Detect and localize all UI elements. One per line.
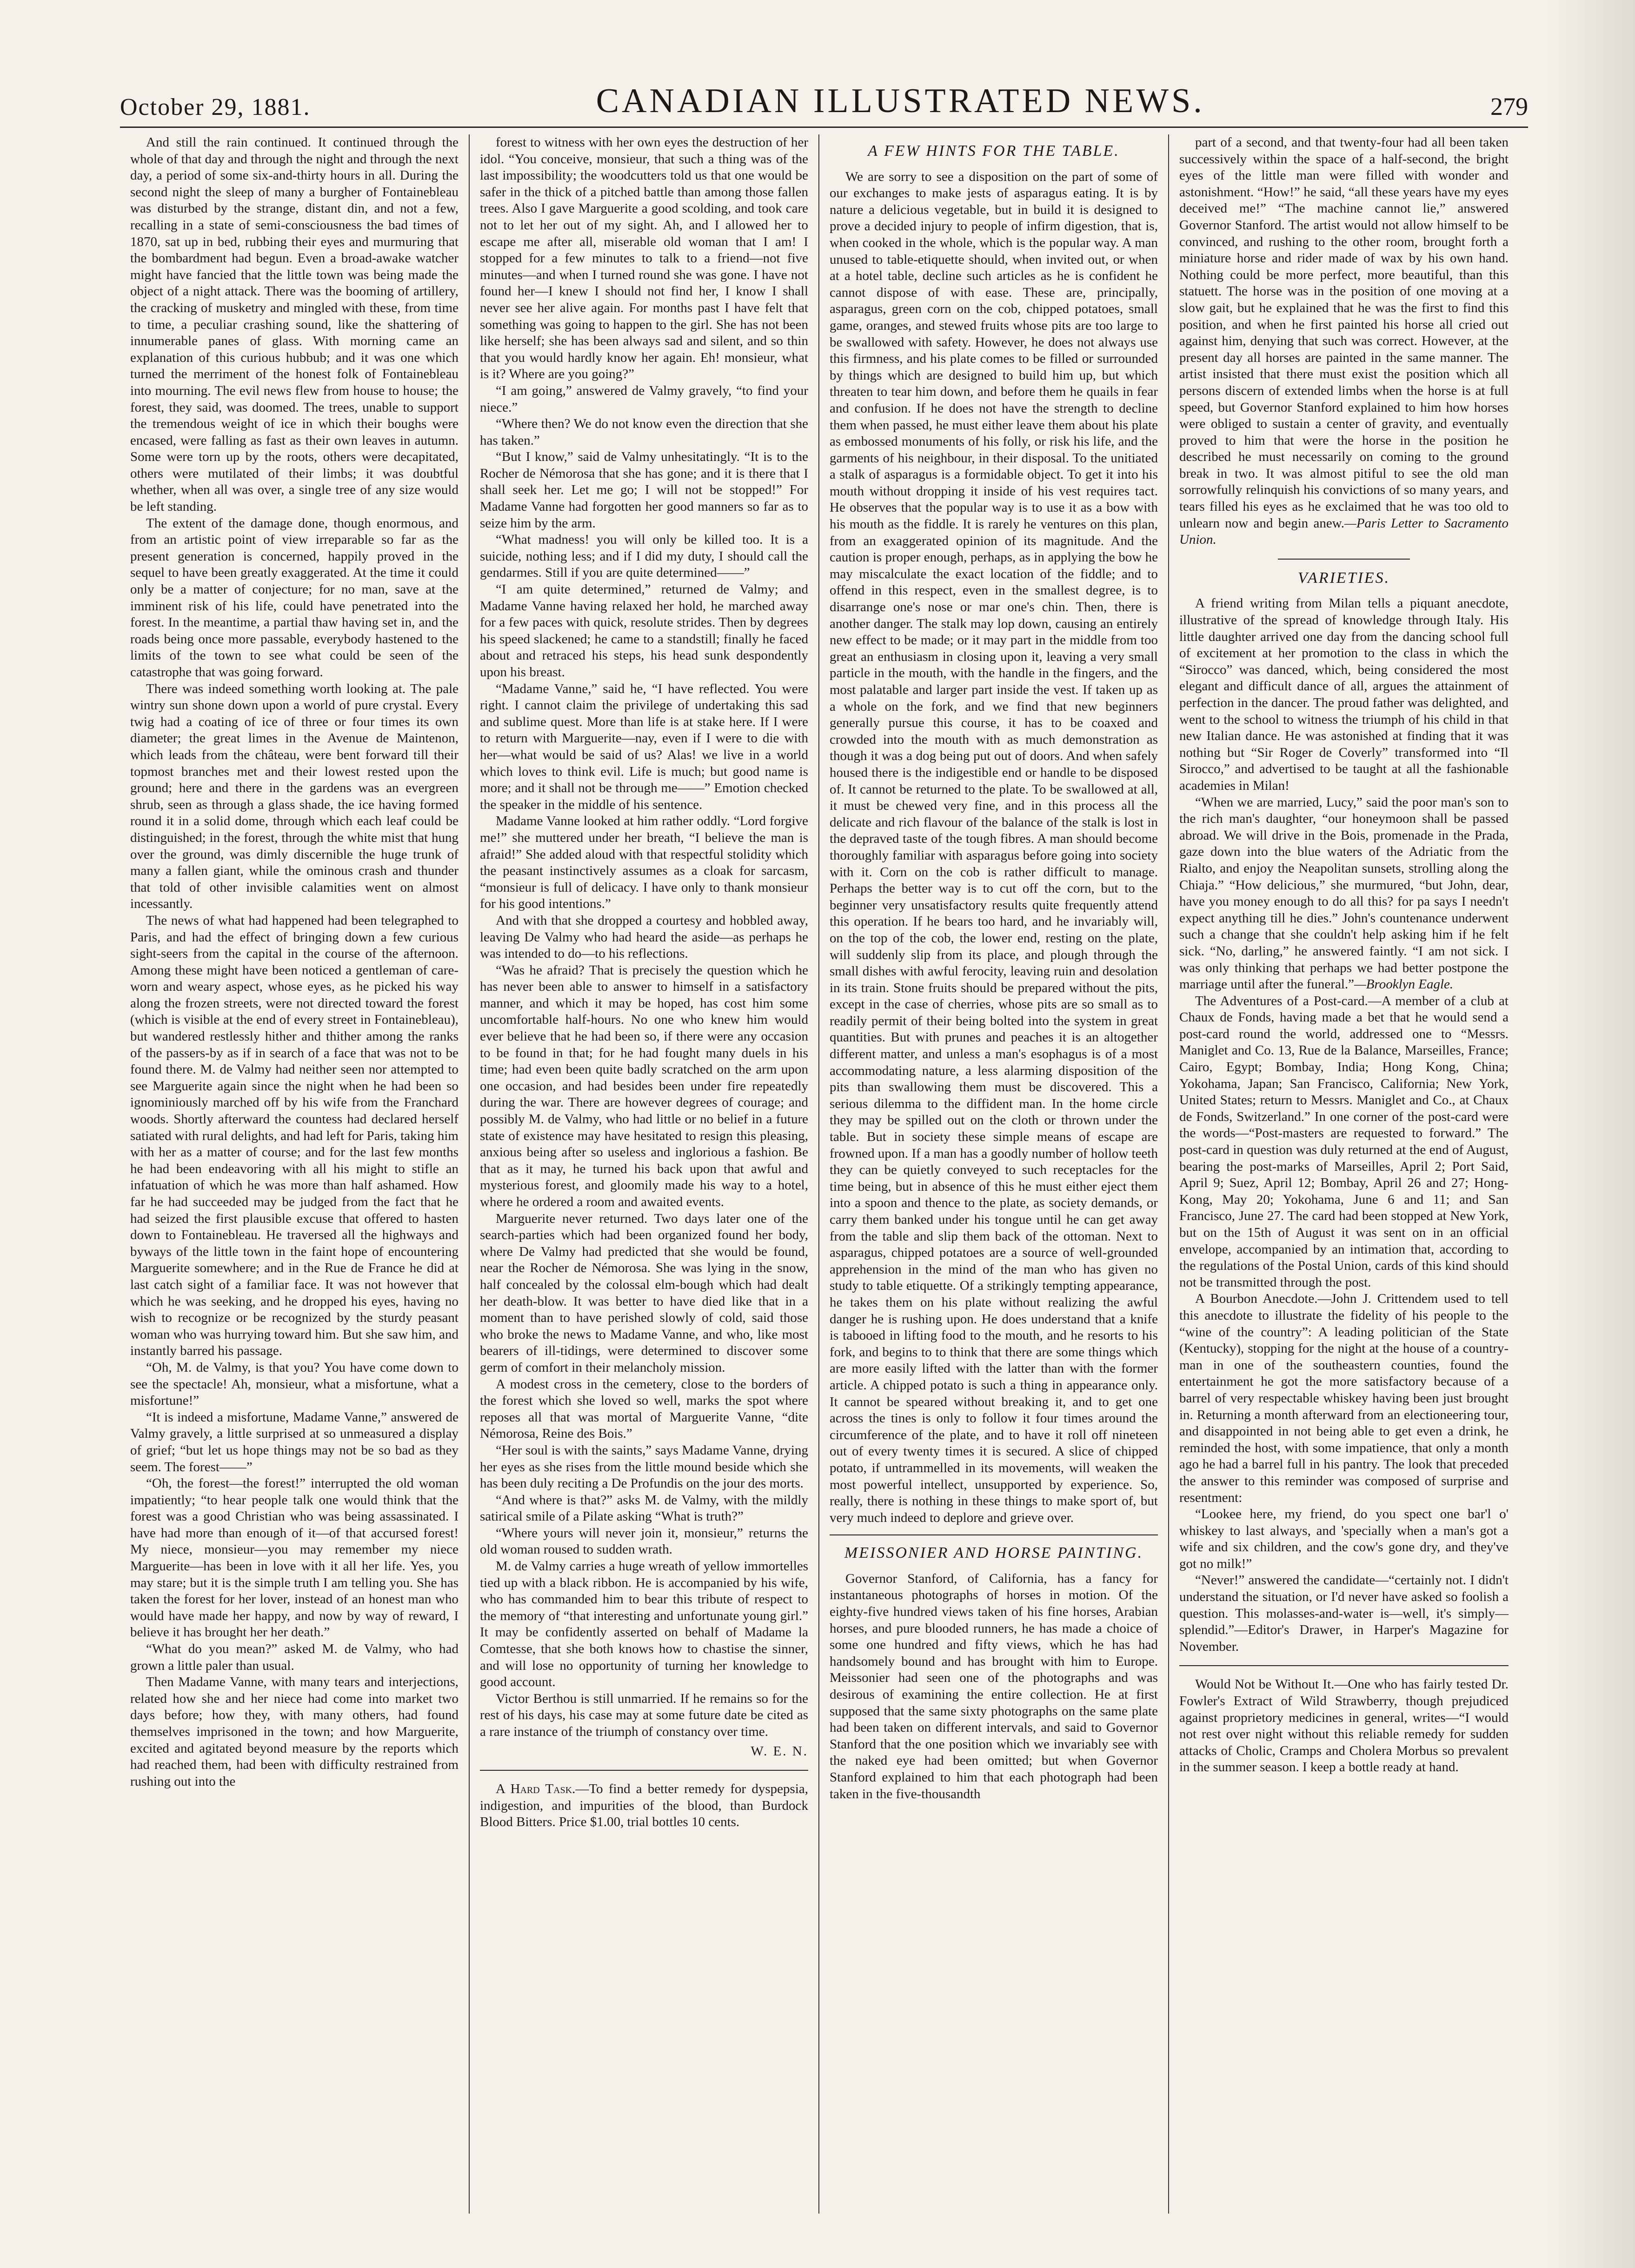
column-3: [819, 134, 1169, 2214]
paragraph: “But I know,” said de Valmy unhesitatingly. “It is to the Rocher de Némorosa that she has gone; and it is there that I shall seek her. Let me go; I will not be stopped!” For Madame Vanne had forgotten her good manners so far as to seize him by the arm.: [480, 449, 808, 531]
paragraph: There was indeed something worth looking at. The pale wintry sun shone down upon a world of pure crystal. Every twig had a coating of ice of three or four times its own diameter; the great limes in the Avenue de Maintenon, which leads from the château, were bent forward till their topmost branches met and their lowest rested upon the ground; here and there in the gardens was an evergreen shrub, seen as through a glass shade, the ice having formed round it in a solid dome, through which each leaf could be distinguished; in the forest, through the white mist that hung over the ground, was dimly discernible the huge trunk of many a fallen giant, while the ominous crash and thunder that told of other invisible calamities went on almost incessantly.: [130, 681, 459, 912]
paragraph: Then Madame Vanne, with many tears and interjections, related how she and her niece had come into market two days before; how they, with many others, had found themselves imprisoned in the town; and how Marguerite, excited and agitated beyond measure by the reports which had reached them, had been with difficulty restrained from rushing out into the: [130, 1674, 459, 1789]
source-credit: —Brooklyn Eagle.: [1354, 977, 1454, 992]
paragraph: [1179, 134, 1509, 548]
paragraph: forest to witness with her own eyes the destruction of her idol. “You conceive, monsieur, that such a thing was of the last impossibility; the woodcutters told us that one would be safer in the thick of a pitched battle than among those fallen trees. Also I gave Marguerite a good scolding, and took care not to let her out of my sight. Ah, and I allowed her to escape me after all, miserable old woman that I am! I stopped for a few minutes to talk to a friend—not five minutes—and when I turned round she was gone. I have not found her—I knew I should not find her, I know I shall never see her alive again. For months past I have felt that something was going to happen to the girl. She has not been like herself; she has been always sad and silent, and so thin that you would hardly know her again. Eh! monsieur, what is it? Where are you going?”: [480, 135, 808, 382]
divider: [1278, 559, 1409, 560]
paragraph: The news of what had happened had been telegraphed to Paris, and had the effect of bringing down a few curious sight-seers from the capital in the course of the afternoon. Among these might have been noticed a gentleman of care-worn and weary aspect, whose eyes, as he picked his way along the frozen streets, were not directed toward the forest (which is visible at the end of every street in Fontainebleau), but wandered restlessly hither and thither among the ranks of the passers-by as if in search of a face that was not to be found there. M. de Valmy had neither seen nor attempted to see Marguerite again since the night when he had been so ignominiously marched off by his wife from the Franchard woods. Shortly afterward the countess had declared herself satiated with rural delights, and had left for Paris, taking him with her as a matter of course; and for the last few months he had been endeavoring with all his might to stifle an infatuation of which he was more than half ashamed. How far he had succeeded may be judged from the fact that he had seized the first plausible excuse that offered to hasten down to Fontainebleau. He traversed all the highways and byways of the little town in the faint hope of encountering Marguerite somewhere; and in the Rue de France he did at last catch sight of a familiar face. It was not however that which he was seeking, and he dropped his eyes, having no wish to recognize or be recognized by the sturdy peasant woman who was hurrying toward him. But she saw him, and instantly barred his passage.: [130, 913, 459, 1359]
paragraph: A Bourbon Anecdote.—John J. Crittendem used to tell this anecdote to illustrate the fidelity of his people to the “wine of the country”: A leading politician of the State (Kentucky), stopping for the night at the house of a country-man in one of the southeastern counties, found the entertainment he got the more satisfactory because of a barrel of very respectable whiskey having been just brought in. Returning a month afterward from an electioneering tour, and disappointed in not being able to get even a drink, he reminded the host, with some impatience, that only a month ago he had a barrel full in his pantry. The look that preceded the answer to this reminder was composed of surprise and resentment:: [1179, 1291, 1509, 1505]
paragraph: “Madame Vanne,” said he, “I have reflected. You were right. I cannot claim the privilege of undertaking this sad and sublime quest. More than life is at stake here. If I were to return with Marguerite—nay, even if I were to die with her—what would be said of us? Alas! we live in a world which loves to think evil. Life is much; but good name is more; and it shall not be through me——” Emotion checked the speaker in the middle of his sentence.: [480, 681, 808, 812]
section-title-varieties: VARIETIES.: [1297, 569, 1390, 587]
paragraph: A friend writing from Milan tells a piquant anecdote, illustrative of the spread of knowledge through Italy. His little daughter arrived one day from the dancing school full of excitement at her promotion to the class in which the “Sirocco” was danced, which, being considered the most elegant and difficult dance of all, argues the attainment of perfection in the dancer. The proud father was delighted, and went to the school to witness the triumph of his child in that new Italian dance. He was astonished at finding that it was nothing but “Sir Roger de Coverly” transformed into “Il Sirocco,” and advertised to be taught at all the fashionable academies in Milan!: [1179, 596, 1509, 793]
paragraph: We are sorry to see a disposition on the part of some of our exchanges to make jests of asparagus eating. It is by nature a delicious vegetable, but in build it is designed to prove a decided injury to people of infirm digestion, that is, when cooked in the whole, which is the popular way. A man unused to table-etiquette should, when invited out, or when at a hotel table, decline such articles as he is confident he cannot dispose of with ease. These are, principally, asparagus, green corn on the cob, chipped potatoes, small game, oranges, and stewed fruits whose pits are too large to be swallowed with safety. However, he does not always use this firmness, and his plate comes to be filled or surrounded by things which are designed to build him up, but which threaten to tear him down, and before them he quails in fear and confusion. If he does not have the strength to decline them when passed, he must either leave them about his plate as embossed monuments of his folly, or risk his life, and the garments of his neighbour, in their disposal. To the unitiated a stalk of asparagus is a formidable object. To get it into his mouth without dropping it inside of his vest requires tact. He observes that the popular way is to use it as a bow with his mouth as the fiddle. It is rarely he ventures on this plan, from an exaggerated opinion of its magnitude. And the caution is proper enough, perhaps, as in applying the bow he may miscalculate the exact location of the fiddle; and to offend in this respect, even in the smallest degree, is to disarrange one's nose or mar one's chin. Then, there is another danger. The stalk may lop down, causing an entirely new effect to be made; or it may part in the middle from too great an enthusiasm in closing upon it, leaving a very small particle in the mouth, with the handle in the fingers, and the most palatable and larger part inside the vest. If taken up as a whole on the fork, and we find that new beginners generally pursue this course, it has to be coaxed and crowded into the mouth with as much demonstration as though it was a dog being put out of doors. And when safely housed there is the indigestible end or handle to be disposed of. It cannot be returned to the plate. To be swallowed at all, it must be chewed very fine, and in this process all the delicate and rich flavour of the balance of the stalk is lost in the depraved taste of the tough fibres. A man should become thoroughly familiar with asparagus before going into society with it. Corn on the cob is rather difficult to manage. Perhaps the better way is to cut off the corn, but to the beginner very unsatisfactory results quite frequently attend this operation. If he bears too hard, and he invariably will, on the top of the cob, the lower end, resting on the plate, will suddenly slip from its place, and plough through the small dishes with awful ferocity, leaving ruin and desolation in its train. Stone fruits should be prepared without the pits, except in the case of cherries, whose pits are so small as to readily permit of their being bolted into the system in great quantities. But with prunes and peaches it is an altogether different matter, and unless a man's esophagus is of a most accommodating nature, a less alarming disposition of the pits than swallowing them must be discovered. This a serious dilemma to the diffident man. In the home circle they may be spilled out on the cloth or thrown under the table. But in society these simple means of escape are frowned upon. If a man has a goodly number of hollow teeth they can be quietly conveyed to such receptacles for the time being, but in absence of this he must either eject them into a spoon and thence to the plate, as society demands, or carry them banked under his tongue until he can get away from the table and slip them back of the ottoman. Next to asparagus, chipped potatoes are a source of well-grounded apprehension in the mind of the man who has given no study to table etiquette. Of a strikingly tempting appearance, he takes them on his plate without realizing the awful danger he is rushing upon. He does understand that a knife is tabooed in lifting food to the mouth, and he resorts to his fork, and begins to to think that there are some things which are more easily lifted with the latter than with the former article. A chipped potato is such a thing in appearance only. It cannot be speared without breaking it, and to get one across the tines is only to follow it four times around the circumference of the plate, and to have it roll off nineteen out of every twenty times it is secured. A slice of chipped potato, if untrammelled in its movements, will weaken the most powerful intellect, unsupported by experience. So, really, there is nothing in these things to make sport of, but very much indeed to deplore and grieve over.: [830, 169, 1158, 1525]
header-date: October 29, 1881.: [120, 94, 311, 120]
page-header: [120, 70, 1528, 128]
page-number: 279: [1490, 93, 1528, 120]
masthead-title: CANADIAN ILLUSTRATED NEWS.: [596, 82, 1205, 120]
divider: [1179, 1665, 1509, 1666]
paragraph: The extent of the damage done, though enormous, and from an artistic point of view irreparable so far as the present generation is concerned, happily proved in the sequel to have been greatly exaggerated. At the time it could only be a matter of conjecture; for no man, save at the imminent risk of his life, could have penetrated into the forest. In the meantime, a partial thaw having set in, and the roads being once more passable, everybody hastened to the limits of the town to see what could be seen of the catastrophe that was going forward.: [130, 515, 459, 680]
author-signature: W. E. N.: [751, 1743, 808, 1759]
notice-lead: A Hard Task.: [496, 1781, 576, 1797]
paragraph: “It is indeed a misfortune, Madame Vanne,” answered de Valmy gravely, a little surprised at so unmeasured a display of grief; “but let us hope things may not be so bad as they seem. The forest——”: [130, 1409, 459, 1474]
paragraph: Governor Stanford, of California, has a fancy for instantaneous photographs of horses in motion. Of the eighty-five hundred views taken of his fine horses, Arabian horses, and pure blooded runners, he has made a choice of some one hundred and fifty views, which he has had handsomely bound and has brought with him to Europe. Meissonier had seen one of the photographs and was desirous of examining the entire collection. He at first supposed that the same sixty photographs on the same plate had been taken on different intervals, and said to Governor Stanford that the one position which we invariably see with the naked eye had been omitted; but when Governor Stanford explained to him that each photograph had been taken in the five-thousandth: [830, 1571, 1158, 1801]
paragraph: “Never!” answered the candidate—“certainly not. I didn't understand the situation, or I'd never have asked so foolish a question. This molasses-and-water is—well, it's simply—splendid.”—Editor's Drawer, in Harper's Magazine for November.: [1179, 1573, 1509, 1654]
article-columns: [120, 134, 1528, 2214]
paragraph: “What do you mean?” asked M. de Valmy, who had grown a little paler than usual.: [130, 1641, 459, 1673]
column-2: [470, 134, 819, 2214]
column-4: [1169, 134, 1519, 2214]
page-edge-shading: [1547, 0, 1635, 2268]
paragraph: “Where yours will never join it, monsieur,” returns the old woman roused to sudden wrath.: [480, 1525, 808, 1557]
paragraph: Victor Berthou is still unmarried. If he remains so for the rest of his days, his case may at some future date be cited as a rare instance of the triumph of constancy over time.: [480, 1691, 808, 1739]
section-title-table-hints: A FEW HINTS FOR THE TABLE.: [868, 142, 1120, 160]
advert-notice: [480, 1781, 808, 1831]
paragraph: And still the rain continued. It continued through the whole of that day and through the night and through the next day, a period of some six-and-thirty hours in all. During the second night the sleep of many a burgher of Fontainebleau was disturbed by the strange, distant din, and not a few, recalling in a state of semi-consciousness the bad times of 1870, sat up in bed, rubbing their eyes and murmuring that the bombardment had begun. Even a broad-awake watcher might have fancied that the little town was being made the object of a night attack. There was the booming of artillery, the cracking of musketry and mingled with these, from time to time, a peculiar crashing sound, like the shattering of innumerable panes of glass. With morning came an explanation of this curious hubbub; and it was one which turned the merriment of the honest folk of Fontainebleau into mourning. The evil news flew from house to house; the forest, they said, was doomed. The trees, unable to support the tremendous weight of ice in which their boughs were encased, were falling as fast as their own leaves in autumn. Some were torn up by the roots, others were decapitated, others were mutilated of their limbs; it was doubtful whether, when all was over, a single tree of any size would be left standing.: [130, 135, 459, 514]
divider: [480, 1770, 808, 1771]
notice-text: —To find a better remedy for dyspepsia, indigestion, and impurities of the blood, than Burdock Blood Bitters. Price $1.00, trial bottles 10 cents.: [480, 1781, 809, 1830]
paragraph: “What madness! you will only be killed too. It is a suicide, nothing less; and if I did my duty, I should call the gendarmes. Still if you are quite determined——”: [480, 532, 808, 580]
paragraph: “And where is that?” asks M. de Valmy, with the mildly satirical smile of a Pilate asking “What is truth?”: [480, 1492, 808, 1524]
paragraph-text: “When we are married, Lucy,” said the poor man's son to the rich man's daughter, “our honeymoon shall be passed abroad. We will drive in the Bois, promenade in the Prada, gaze down into the blue waters of the Adriatic from the Rialto, and enjoy the Neapolitan sunsets, strolling along the Chiaja.” “How delicious,” she murmured, “but John, dear, have you money enough to do all this? for pa says I needn't expect anything till he dies.” John's countenance underwent such a change that she couldn't help asking him if he felt sick. “No, darling,” he answered faintly. “I am not sick. I was only thinking that perhaps we had better postpone the marriage until after the funeral.”: [1179, 794, 1509, 992]
paragraph: “Oh, the forest—the forest!” interrupted the old woman impatiently; “to hear people talk one would think that the forest was a good Christian who was being assassinated. I have had more than enough of it—of that accursed forest! My niece, monsieur—you may remember my niece Marguerite—has been in love with it all her life. Yes, you may stare; but it is the simple truth I am telling you. She has taken the forest for her lover, instead of an honest man who would have made her happy, and now by way of reward, I believe it has brought her her death.”: [130, 1476, 459, 1640]
paragraph: [1179, 794, 1509, 993]
paragraph: And with that she dropped a courtesy and hobbled away, leaving De Valmy who had heard the aside—as perhaps he was intended to do—to his reflections.: [480, 913, 808, 961]
paragraph: “Was he afraid? That is precisely the question which he has never been able to answer to himself in a satisfactory manner, and which it may be hoped, has cost him some uncomfortable half-hours. No one who knew him would ever believe that he had been so, if there were any occasion to be found in that; for he had fought many duels in his time; had even been quite badly scratched on the arm upon one occasion, and had besides been under fire repeatedly during the war. There are however degrees of courage; and possibly M. de Valmy, who had little or no belief in a future state of existence may have hesitated to resign this pleasing, anxious being after so useless and inglorious a fashion. Be that as it may, he turned his back upon that awful and mysterious forest, and gloomily made his way to a hotel, where he ordered a room and awaited events.: [480, 962, 808, 1209]
paragraph: “I am quite determined,” returned de Valmy; and Madame Vanne having relaxed her hold, he marched away for a few paces with quick, resolute strides. Then by degrees his speed slackened; he came to a standstill; finally he faced about and retraced his steps, his head sunk despondently upon his breast.: [480, 582, 808, 680]
paragraph: Would Not be Without It.—One who has fairly tested Dr. Fowler's Extract of Wild Strawberry, though prejudiced against proprietory medicines in general, writes—“I would not rest over night without this reliable remedy for sudden attacks of Cholic, Cramps and Cholera Morbus so prevalent in the summer season. I keep a bottle ready at hand.: [1179, 1677, 1509, 1775]
paragraph: Madame Vanne looked at him rather oddly. “Lord forgive me!” she muttered under her breath, “I believe the man is afraid!” She added aloud with that respectful stolidity which the peasant instinctively assumes as a cloak for sarcasm, “monsieur is full of delicacy. I have only to thank monsieur for his good intentions.”: [480, 814, 808, 912]
paragraph: M. de Valmy carries a huge wreath of yellow immortelles tied up with a black ribbon. He is accompanied by his wife, who has commanded him to bear this tribute of respect to the memory of “that interesting and unfortunate young girl.” It may be confidently asserted on behalf of Madame la Comtesse, that she both knows how to chastise the sinner, and will lose no opportunity of turning her knowledge to good account.: [480, 1559, 808, 1690]
paragraph: “Oh, M. de Valmy, is that you? You have come down to see the spectacle! Ah, monsieur, what a misfortune, what a misfortune!”: [130, 1360, 459, 1408]
column-1: [120, 134, 470, 2214]
paragraph-text: part of a second, and that twenty-four had all been taken successively within the space of a half-second, the bright eyes of the little man were filled with wonder and astonishment. “How!” he said, “all these years have my eyes deceived me!” “The machine cannot lie,” answered Governor Stanford. The artist would not allow himself to be convinced, and rushing to the other room, brought forth a miniature horse and rider made of wax by his own hand. Nothing could be more perfect, more beautiful, than this statuett. The horse was in the position of one moving at a slow gait, but he explained that he was the first to find this position, and when he first painted his horse all cried out against him, denying that such was correct. However, at the present day all horses are painted in the same manner. The artist insisted that there must exist the position which all persons discern of extended limbs when the horse is at full speed, but Governor Stanford explained to him how horses were obliged to sustain a center of gravity, and eventually proved to him that were the horse in the position he described he must necessarily on coming to the ground break in two. It was almost pitiful to see the old man sorrowfully relinquish his convictions of so many years, and tears filled his eyes as he exclaimed that he was too old to unlearn now and begin anew.: [1179, 135, 1509, 531]
paragraph: Marguerite never returned. Two days later one of the search-parties which had been organized found her body, where De Valmy had predicted that she would be found, near the Rocher de Némorosa. She was lying in the snow, half concealed by the colossal elm-bough which had dealt her death-blow. It was better to have died like that in a moment than to have perished slowly of cold, said those who broke the news to Madame Vanne, and who, like most bearers of ill-tidings, were determined to discover some germ of comfort in their melancholy mission.: [480, 1211, 808, 1375]
source-credit: —Paris Letter to Sacramento Union.: [1179, 515, 1509, 547]
paragraph: “I am going,” answered de Valmy gravely, “to find your niece.”: [480, 383, 808, 415]
paragraph: “Where then? We do not know even the direction that she has taken.”: [480, 416, 808, 448]
section-title-meissonier: MEISSONIER AND HORSE PAINTING.: [830, 1534, 1158, 1561]
paragraph: “Her soul is with the saints,” says Madame Vanne, drying her eyes as she rises from the little mound beside which she has been duly reciting a De Profundis on the jour des morts.: [480, 1442, 808, 1491]
paragraph: “Lookee here, my friend, do you spect one bar'l o' whiskey to last always, and 'specially when a man's got a wife and six children, and the cow's gone dry, and they've got no milk!”: [1179, 1507, 1509, 1571]
paragraph: A modest cross in the cemetery, close to the borders of the forest which she loved so well, marks the spot where reposes all that was mortal of Marguerite Vanne, “dite Némorosa, Reine des Bois.”: [480, 1376, 808, 1441]
paragraph: The Adventures of a Post-card.—A member of a club at Chaux de Fonds, having made a bet that he would send a post-card round the world, addressed one to “Messrs. Maniglet and Co. 13, Rue de la Balance, Marseilles, France; Cairo, Egypt; Bombay, India; Hong Kong, China; Yokohama, Japan; San Francisco, California; New York, United States; return to Messrs. Maniglet and Co., at Chaux de Fonds, Switzerland.” In one corner of the post-card were the words—“Post-masters are requested to forward.” The post-card in question was duly returned at the end of August, bearing the post-marks of Marseilles, April 2; Port Said, April 9; Suez, April 12; Bombay, April 26 and 27; Hong-Kong, May 20; Yokohama, June 6 and 11; and San Francisco, June 27. The card had been stopped at New York, but on the 15th of August it was sent on in an official envelope, accompanied by an intimation that, according to the regulations of the Postal Union, cards of this kind should not be transmitted through the post.: [1179, 993, 1509, 1290]
